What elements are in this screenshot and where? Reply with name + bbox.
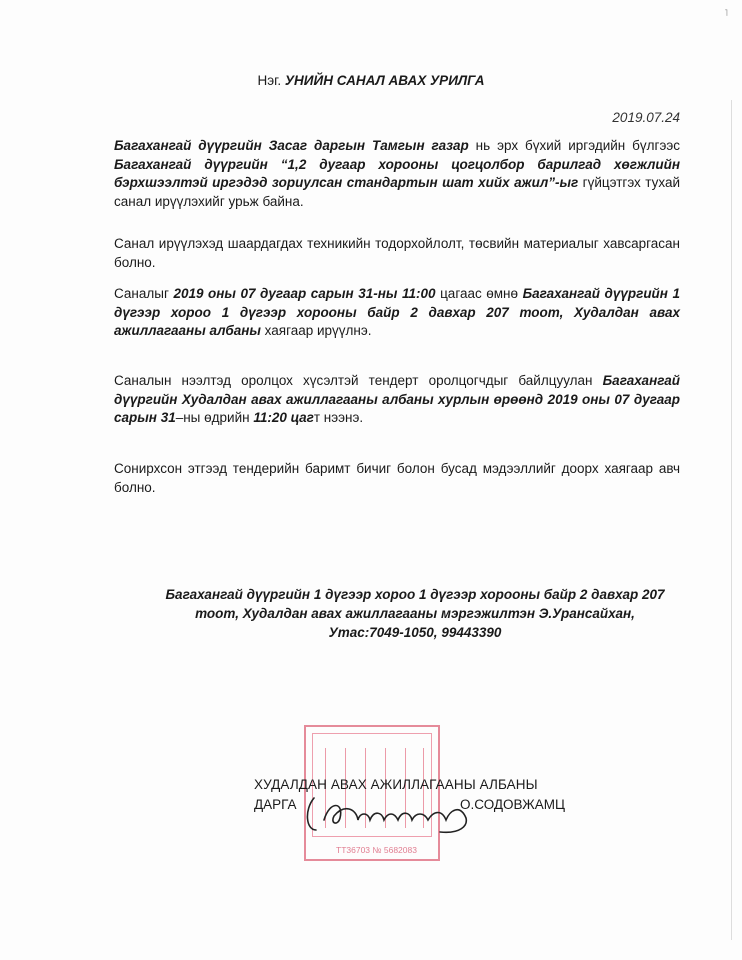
document-date: 2019.07.24 bbox=[612, 110, 680, 125]
para-text: Саналын нээлтэд оролцох хүсэлтэй тендерт оролцогчдыг байлцуулан bbox=[114, 373, 603, 388]
para-text: нь эрх бүхий иргэдийн бүлгээс bbox=[468, 138, 680, 153]
opening-time: 11:20 цаг bbox=[253, 410, 314, 425]
para-text: цагаас өмнө bbox=[435, 286, 523, 301]
paragraph-invitation bbox=[114, 137, 680, 211]
handwritten-signature bbox=[300, 790, 480, 840]
address-line: Багахангай дүүргийн 1 дүгээр хороо 1 дүгээр хорооны байр 2 давхар 207 bbox=[165, 587, 665, 602]
issuer-name: Багахангай дүүргийн Засаг даргын Тамгын газар bbox=[114, 138, 469, 153]
signatory-name: О.СОДОВЖАМЦ bbox=[460, 797, 565, 812]
opening-location: Багахангай дүүргийн Худалдан авах ажиллагааны албаны хурлын өрөөнд 2019 оны 07 дугаар сарын 31 bbox=[114, 373, 680, 425]
project-name: Багахангай дүүргийн “1,2 дугаар хорооны цогцолбор барилгад хөгжлийн бэрхшээлтэй иргэдэд зориулсан стандартын шат хийх ажил”-ыг bbox=[114, 156, 680, 190]
para-text: Саналыг bbox=[114, 286, 174, 301]
para-text: хаягаар ирүүлнэ. bbox=[260, 323, 372, 338]
paragraph-documents bbox=[114, 460, 680, 497]
document-title bbox=[0, 73, 742, 88]
para-text: –ны өдрийн bbox=[175, 410, 254, 425]
corner-mark: ˥ bbox=[724, 8, 728, 18]
submission-address: Багахангай дүүргийн 1 дүгээр хороо 1 дүгээр хорооны байр 2 давхар 207 тоот, Худалдан авах ажиллагааны албаны bbox=[114, 286, 681, 338]
para-text: гүйцэтгэх тухай санал ирүүлэхийг урьж байна. bbox=[114, 175, 680, 209]
para-text: Санал ирүүлэхэд шаардагдах техникийн тодорхойлолт, төсвийн материалыг хавсаргасан болно. bbox=[114, 236, 680, 270]
signatory-office: ХУДАЛДАН АВАХ АЖИЛЛАГААНЫ АЛБАНЫ bbox=[254, 777, 538, 792]
address-line: тоот, Худалдан авах ажиллагааны мэргэжилтэн Э.Урансайхан, bbox=[195, 606, 635, 621]
para-text: Сонирхсон этгээд тендерийн баримт бичиг болон бусад мэдээллийг доорх хаягаар авч болно. bbox=[114, 461, 680, 495]
contact-phone: Утас:7049-1050, 99443390 bbox=[328, 625, 502, 640]
scan-edge bbox=[731, 100, 732, 940]
contact-address bbox=[150, 585, 680, 642]
paragraph-materials bbox=[114, 235, 680, 272]
paragraph-opening bbox=[114, 372, 680, 428]
paragraph-submission bbox=[114, 285, 680, 341]
title-text: УНИЙН САНАЛ АВАХ УРИЛГА bbox=[284, 73, 485, 88]
title-prefix: Нэг. bbox=[257, 73, 285, 88]
signatory-role: ДАРГА bbox=[254, 797, 297, 812]
para-text: т нээнэ. bbox=[313, 410, 364, 425]
stamp-code: ТТ36703 № 5682083 bbox=[336, 845, 417, 855]
deadline: 2019 оны 07 дугаар сарын 31-ны 11:00 bbox=[173, 286, 436, 301]
